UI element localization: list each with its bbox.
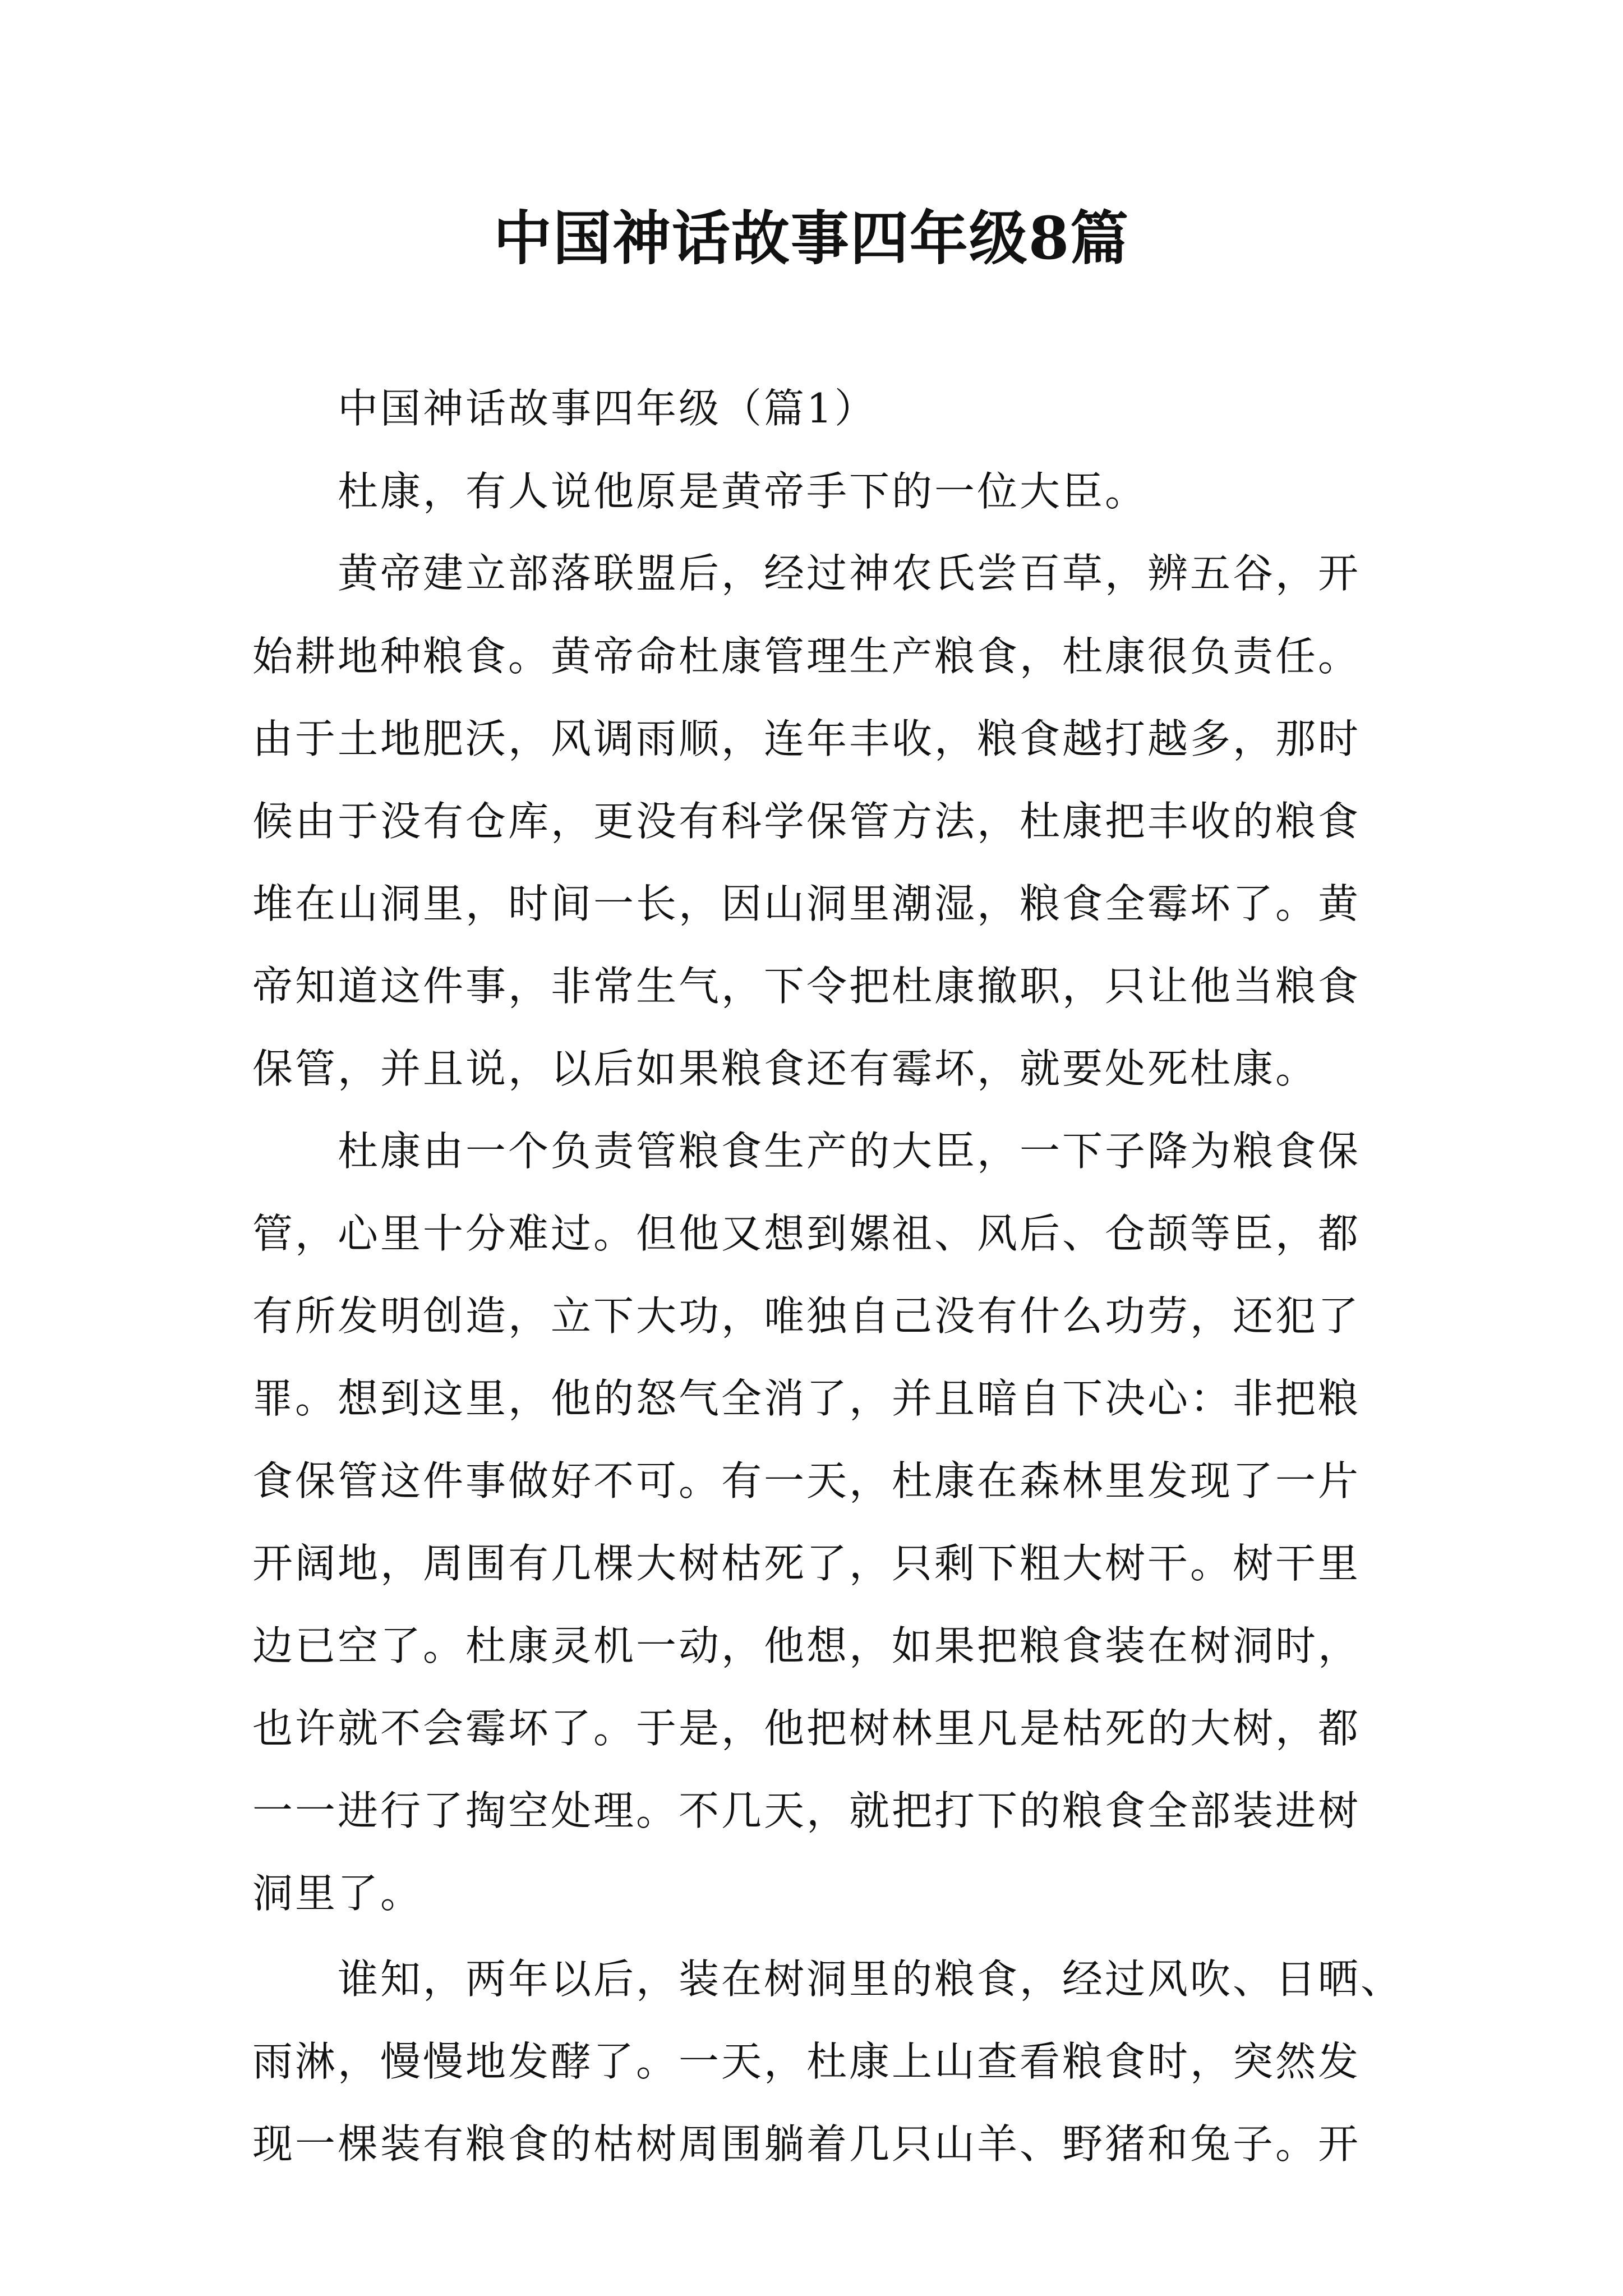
paragraph-line: 堆在山洞里，时间一长，因山洞里潮湿，粮食全霉坏了。黄 (252, 880, 1361, 927)
paragraph-line: 罪。想到这里，他的怒气全消了，并且暗自下决心：非把粮 (252, 1375, 1361, 1422)
paragraph-line: 候由于没有仓库，更没有科学保管方法，杜康把丰收的粮食 (252, 798, 1361, 845)
paragraph-line: 保管，并且说，以后如果粮食还有霉坏，就要处死杜康。 (252, 1045, 1318, 1092)
paragraph-line: 洞里了。 (252, 1870, 423, 1917)
document-title: 中国神话故事四年级8篇 (493, 204, 1130, 273)
paragraph-line: 食保管这件事做好不可。有一天，杜康在森林里发现了一片 (252, 1457, 1361, 1504)
paragraph-line: 杜康，有人说他原是黄帝手下的一位大臣。 (338, 468, 1148, 515)
paragraph-line: 有所发明创造，立下大功，唯独自己没有什么功劳，还犯了 (252, 1292, 1361, 1340)
paragraph-line: 由于土地肥沃，风调雨顺，连年丰收，粮食越打越多，那时 (252, 715, 1361, 762)
paragraph-line: 黄帝建立部落联盟后，经过神农氏尝百草，辨五谷，开 (338, 550, 1361, 597)
section-heading: 中国神话故事四年级（篇1） (338, 385, 877, 432)
paragraph-line: 边已空了。杜康灵机一动，他想，如果把粮食装在树洞时， (252, 1622, 1361, 1669)
paragraph-line: 杜康由一个负责管粮食生产的大臣，一下子降为粮食保 (338, 1128, 1361, 1175)
paragraph-line: 也许就不会霉坏了。于是，他把树林里凡是枯死的大树，都 (252, 1705, 1361, 1752)
paragraph-line: 帝知道这件事，非常生气，下令把杜康撤职，只让他当粮食 (252, 963, 1361, 1010)
paragraph-line: 管，心里十分难过。但他又想到嫘祖、风后、仓颉等臣，都 (252, 1210, 1361, 1257)
paragraph-line: 一一进行了掏空处理。不几天，就把打下的粮食全部装进树 (252, 1787, 1361, 1834)
paragraph-line: 现一棵装有粮食的枯树周围躺着几只山羊、野猪和兔子。开 (252, 2120, 1361, 2168)
paragraph-line: 谁知，两年以后，装在树洞里的粮食，经过风吹、日晒、 (338, 1955, 1404, 2003)
paragraph-line: 开阔地，周围有几棵大树枯死了，只剩下粗大树干。树干里 (252, 1540, 1361, 1587)
paragraph-line: 始耕地种粮食。黄帝命杜康管理生产粮食，杜康很负责任。 (252, 633, 1361, 680)
paragraph-line: 雨淋，慢慢地发酵了。一天，杜康上山查看粮食时，突然发 (252, 2038, 1361, 2085)
